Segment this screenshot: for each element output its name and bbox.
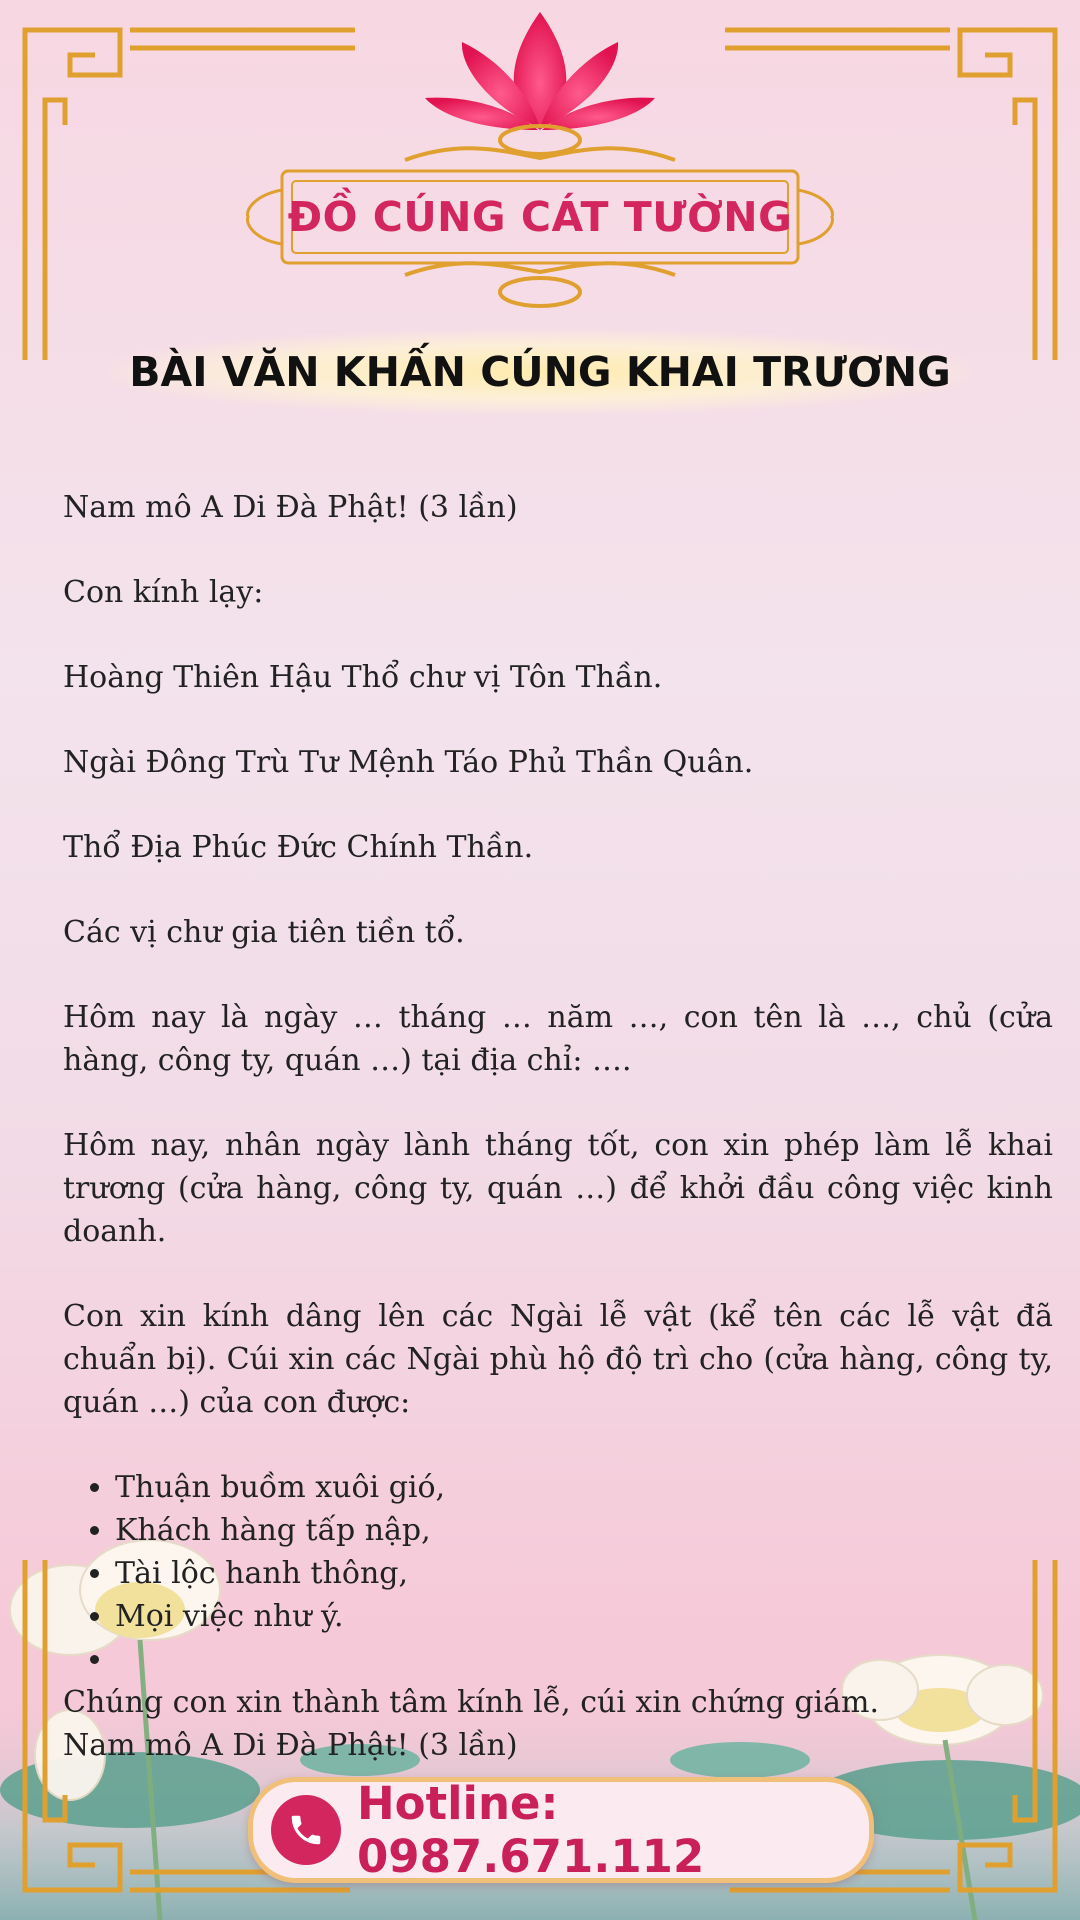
- prayer-paragraph: Hôm nay là ngày … tháng … năm …, con tên là …, chủ (cửa hàng, công ty, quán …) tại địa chỉ: ….: [63, 1000, 1053, 1078]
- hotline-button[interactable]: [248, 1777, 874, 1883]
- wish-list: [63, 1466, 1053, 1681]
- title-banner: [110, 330, 970, 414]
- prayer-paragraph: Con xin kính dâng lên các Ngài lễ vật (kể tên các lễ vật đã chuẩn bị). Cúi xin các Ngài phù hộ độ trì cho (cửa hàng, công ty, quán …) của con được:: [63, 1299, 1053, 1420]
- prayer-paragraph: Ngài Đông Trù Tư Mệnh Táo Phủ Thần Quân.: [63, 745, 754, 780]
- list-item: • Khách hàng tấp nập,: [115, 1509, 1053, 1552]
- prayer-paragraph: Con kính lạy:: [63, 575, 264, 610]
- list-item: • Mọi việc như ý.: [115, 1595, 1053, 1638]
- prayer-paragraph: Hoàng Thiên Hậu Thổ chư vị Tôn Thần.: [63, 660, 663, 695]
- brand-banner: [282, 171, 798, 263]
- closing-line: Nam mô A Di Đà Phật! (3 lần): [63, 1728, 518, 1763]
- prayer-paragraph: Các vị chư gia tiên tiền tổ.: [63, 915, 465, 950]
- page-title: BÀI VĂN KHẤN CÚNG KHAI TRƯƠNG: [129, 348, 951, 396]
- list-item: • Tài lộc hanh thông,: [115, 1552, 1053, 1595]
- closing-line: Chúng con xin thành tâm kính lễ, cúi xin chứng giám.: [63, 1685, 879, 1720]
- prayer-text: [63, 486, 1053, 1767]
- prayer-paragraph: Thổ Địa Phúc Đức Chính Thần.: [63, 830, 534, 865]
- list-item: • Thuận buồm xuôi gió,: [115, 1466, 1053, 1509]
- phone-icon: [271, 1795, 341, 1865]
- prayer-paragraph: Hôm nay, nhân ngày lành tháng tốt, con xin phép làm lễ khai trương (cửa hàng, công ty, quán …) để khởi đầu công việc kinh doanh.: [63, 1128, 1053, 1249]
- brand-name: ĐỒ CÚNG CÁT TƯỜNG: [287, 193, 793, 241]
- prayer-paragraph: Nam mô A Di Đà Phật! (3 lần): [63, 490, 518, 525]
- list-item: [115, 1638, 1053, 1681]
- hotline-number: Hotline: 0987.671.112: [357, 1777, 705, 1883]
